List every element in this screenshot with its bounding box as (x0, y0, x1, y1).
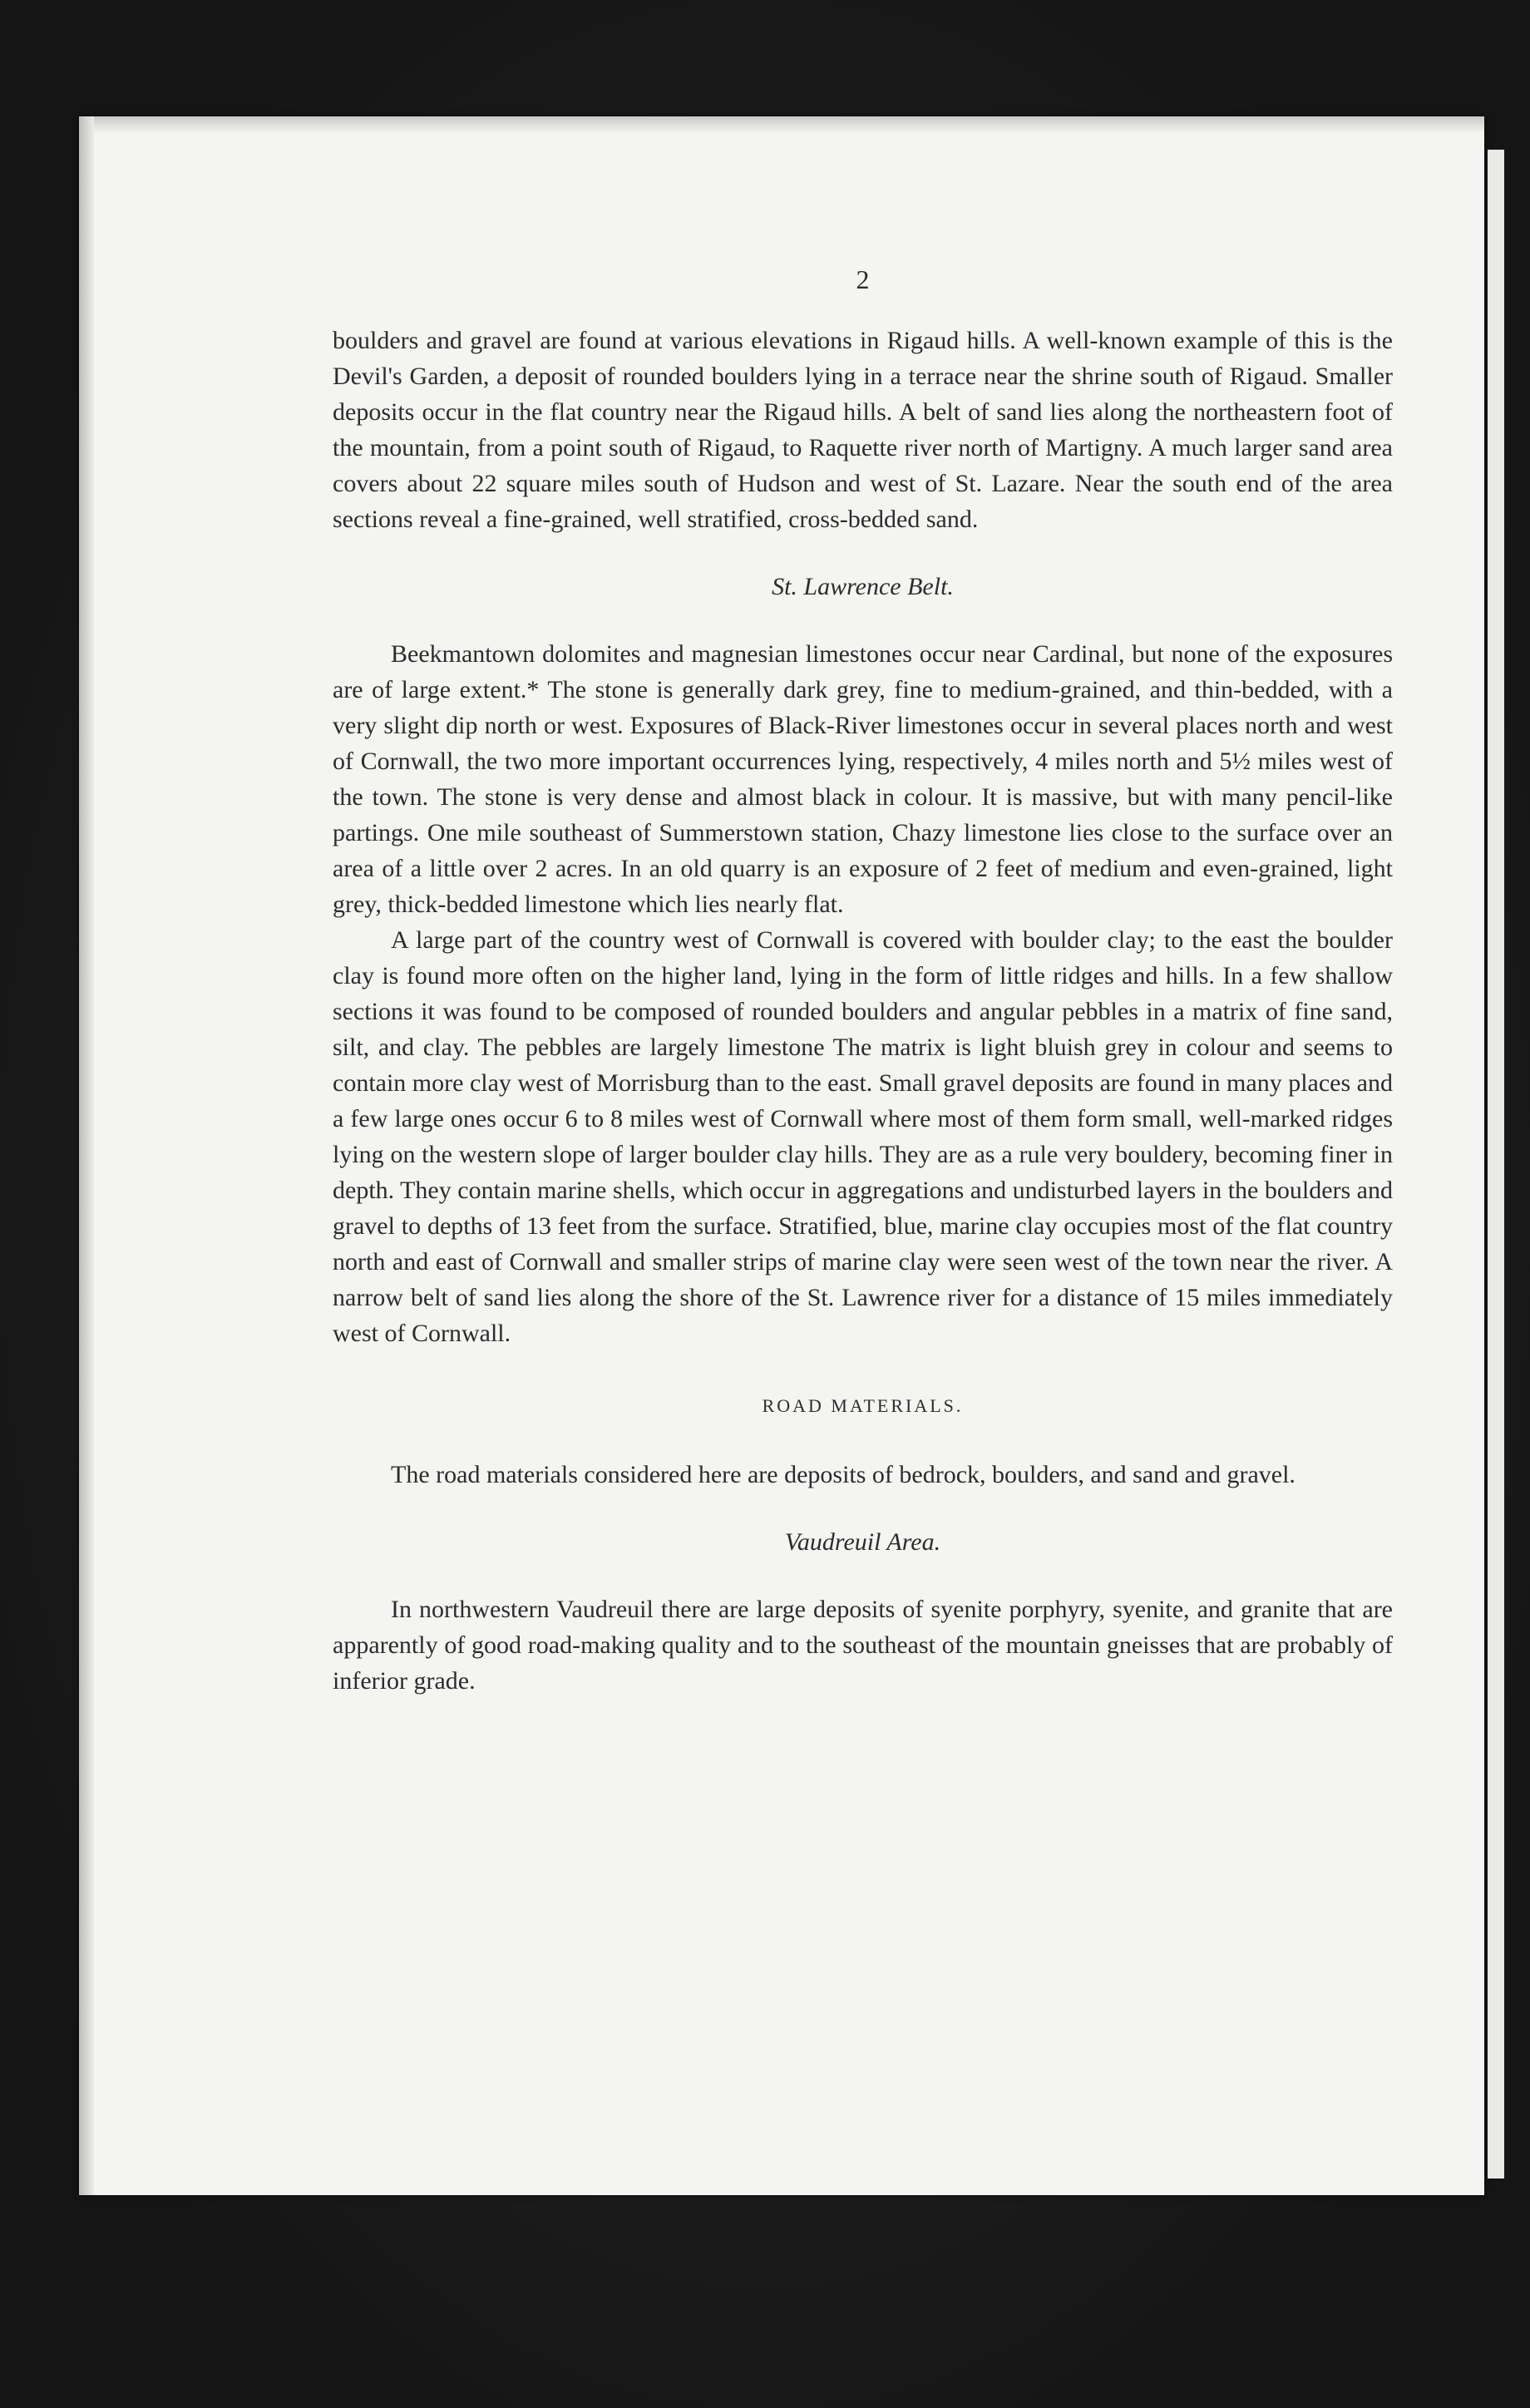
st-lawrence-paragraph-2: A large part of the country west of Cornwall is covered with boulder clay; to the east the boulder clay is found more often on the higher land, lying in the form of little ridges and hills. In a few shallow sections it was found to be composed of rounded boulders and angular pebbles in a matrix of fine sand, silt, and clay. The pebbles are largely limestone The matrix is light bluish grey in colour and seems to contain more clay west of Morrisburg than to the east. Small gravel deposits are found in many places and a few large ones occur 6 to 8 miles west of Cornwall where most of them form small, well-marked ridges lying on the western slope of larger boulder clay hills. They are as a rule very bouldery, becoming finer in depth. They contain marine shells, which occur in aggregations and undisturbed layers in the boulders and gravel to depths of 13 feet from the surface. Stratified, blue, marine clay occupies most of the flat country north and east of Cornwall and smaller strips of marine clay were seen west of the town near the river. A narrow belt of sand lies along the shore of the St. Lawrence river for a distance of 15 miles immediately west of Cornwall. (333, 926, 1393, 1347)
page-top-edge (79, 116, 1484, 133)
section-heading-road-materials: ROAD MATERIALS. (762, 1395, 964, 1416)
section-heading-vaudreuil: Vaudreuil Area. (784, 1528, 941, 1556)
section-heading-st-lawrence: St. Lawrence Belt. (772, 573, 954, 600)
adjacent-page-edge (1484, 150, 1504, 2179)
vaudreuil-paragraph: In northwestern Vaudreuil there are large deposits of syenite porphyry, syenite, and granite that are apparently of good road-making quality and to the southeast of the mountain gneisses that are probably of inferior grade. (333, 1596, 1393, 1695)
st-lawrence-paragraph-1: Beekmantown dolomites and magnesian limestones occur near Cardinal, but none of the exposures are of large extent.* The stone is generally dark grey, fine to medium-grained, and thin-bedded, with a very slight dip north or west. Exposures of Black-River limestones occur in several places north and west of Cornwall, the two more important occurrences lying, respectively, 4 miles north and 5½ miles west of the town. The stone is very dense and almost black in colour. It is massive, but with many pencil-like partings. One mile southeast of Summerstown station, Chazy limestone lies close to the surface over an area of a little over 2 acres. In an old quarry is an exposure of 2 feet of medium and even-grained, light grey, thick-bedded limestone which lies nearly flat. (333, 640, 1393, 918)
road-materials-paragraph: The road materials considered here are deposits of bedrock, boulders, and sand and gravel. (391, 1461, 1296, 1488)
page-number: 2 (856, 264, 870, 294)
page-left-edge (79, 116, 94, 2195)
page-content (333, 262, 1393, 1699)
intro-paragraph: boulders and gravel are found at various elevations in Rigaud hills. A well-known example of this is the Devil's Garden, a deposit of rounded boulders lying in a terrace near the shrine south of Rigaud. Smaller deposits occur in the flat country near the Rigaud hills. A belt of sand lies along the northeastern foot of the mountain, from a point south of Rigaud, to Raquette river north of Martigny. A much larger sand area covers about 22 square miles south of Hudson and west of St. Lazare. Near the south end of the area sections reveal a fine-grained, well stratified, cross-bedded sand. (333, 327, 1393, 533)
